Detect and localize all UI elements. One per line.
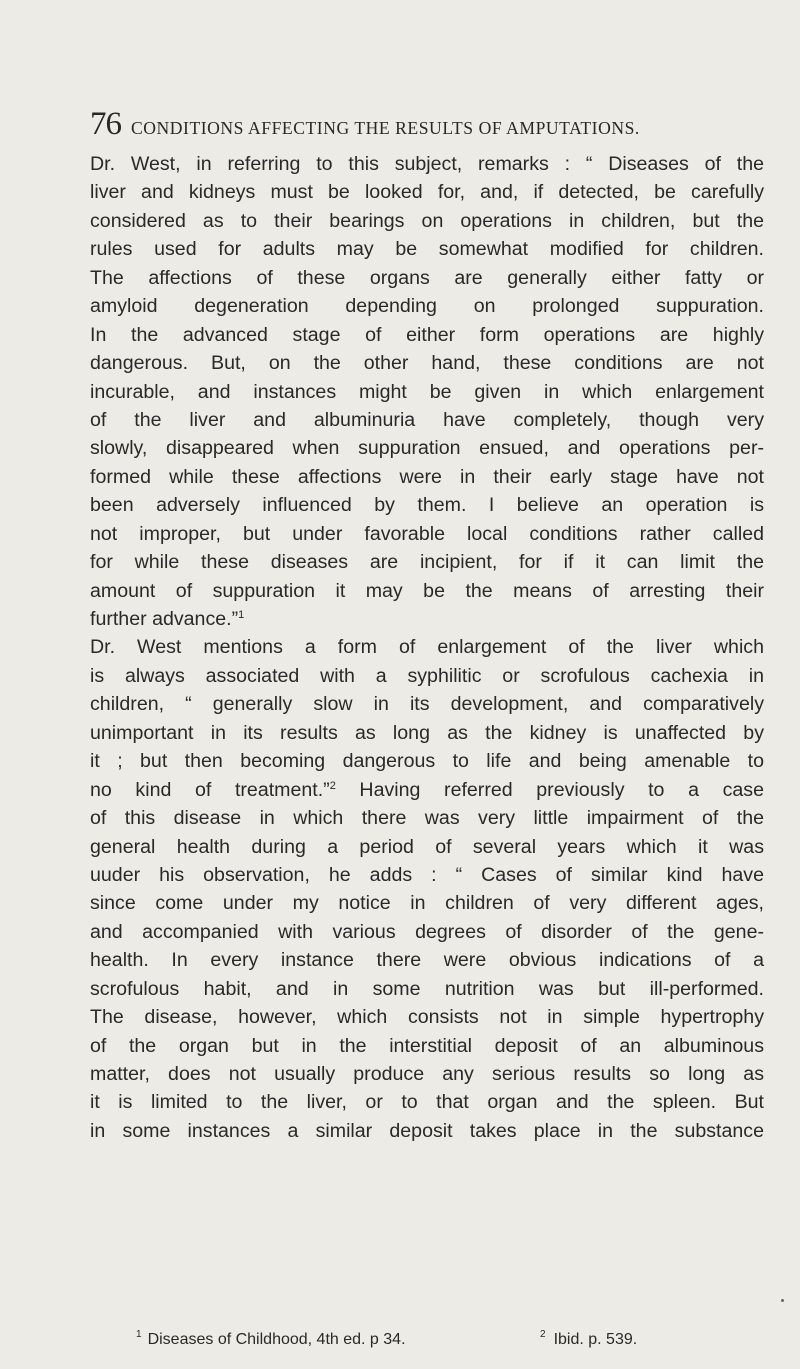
text-line: dangerous. But, on the other hand, these conditions are not: [90, 352, 764, 375]
text-line-with-ref: [90, 776, 764, 804]
footnote-2: [540, 1328, 637, 1352]
text-line: general health during a period of several years which it was: [90, 835, 764, 858]
text-line: rules used for adults may be somewhat modified for children.: [90, 238, 764, 261]
text-line: liver and kidneys must be looked for, and, if detected, be carefully: [90, 181, 764, 204]
text-line-paragraph-end: [90, 605, 764, 633]
body-text: [90, 150, 764, 1145]
text-line: considered as to their bearings on operations in children, but the: [90, 209, 764, 232]
text-line: incurable, and instances might be given in which enlargement: [90, 380, 764, 403]
running-title: CONDITIONS AFFECTING THE RESULTS OF AMPUTATIONS.: [131, 118, 640, 138]
text-line: it ; but then becoming dangerous to life and being amenable to: [90, 750, 764, 773]
text-line: of the liver and albuminuria have completely, though very: [90, 408, 764, 431]
text-line: of this disease in which there was very little impairment of the: [90, 807, 764, 830]
text-line: since come under my notice in children of very different ages,: [90, 892, 764, 915]
text-segment: Having referred previously to a case: [335, 778, 764, 801]
text-line: formed while these affections were in their early stage have not: [90, 465, 764, 488]
text-line: in some instances a similar deposit takes place in the substance: [90, 1119, 764, 1142]
text-line: and accompanied with various degrees of disorder of the gene-: [90, 920, 764, 943]
text-line: children, “ generally slow in its development, and comparatively: [90, 693, 764, 716]
text-line: The disease, however, which consists not in simple hypertrophy: [90, 1006, 764, 1029]
text-line: been adversely influenced by them. I believe an operation is: [90, 494, 764, 517]
text-line: for while these diseases are incipient, for if it can limit the: [90, 551, 764, 574]
text-line: amount of suppuration it may be the means of arresting their: [90, 579, 764, 602]
footnote-text: Ibid. p. 539.: [553, 1331, 638, 1348]
footnote-mark: 2: [540, 1329, 546, 1340]
margin-dot-mark: [781, 1299, 784, 1302]
text-line: not improper, but under favorable local conditions rather called: [90, 522, 764, 545]
text-line: further advance.”: [90, 608, 239, 630]
text-line-paragraph-start: Dr. West mentions a form of enlargement of the liver which: [90, 636, 764, 659]
footnotes: [136, 1328, 766, 1352]
footnote-mark: 1: [136, 1329, 142, 1340]
text-line: health. In every instance there were obvious indications of a: [90, 949, 764, 972]
text-line: The affections of these organs are generally either fatty or: [90, 266, 764, 289]
text-line: matter, does not usually produce any serious results so long as: [90, 1063, 764, 1085]
text-segment: no kind of treatment.”: [90, 778, 330, 801]
text-line: slowly, disappeared when suppuration ensued, and operations per-: [90, 437, 764, 460]
text-line: amyloid degeneration depending on prolonged suppuration.: [90, 295, 764, 318]
text-line: is always associated with a syphilitic or scrofulous cachexia in: [90, 664, 764, 687]
text-line: it is limited to the liver, or to that organ and the spleen. But: [90, 1091, 764, 1114]
text-line: In the advanced stage of either form operations are highly: [90, 323, 764, 346]
footnote-1: [136, 1328, 406, 1352]
page-number: 76: [90, 106, 121, 142]
footnote-ref-1: 1: [238, 609, 245, 621]
text-line: Dr. West, in referring to this subject, remarks : “ Diseases of the: [90, 153, 764, 175]
text-line: of the organ but in the interstitial deposit of an albuminous: [90, 1034, 764, 1057]
text-line: uuder his observation, he adds : “ Cases of similar kind have: [90, 863, 764, 886]
running-head: [90, 104, 770, 144]
text-line: scrofulous habit, and in some nutrition was but ill-performed.: [90, 977, 764, 1000]
text-line: unimportant in its results as long as the kidney is unaffected by: [90, 721, 764, 744]
footnote-text: Diseases of Childhood, 4th ed. p 34.: [147, 1331, 406, 1348]
footnote-ref-2: 2: [329, 779, 336, 792]
